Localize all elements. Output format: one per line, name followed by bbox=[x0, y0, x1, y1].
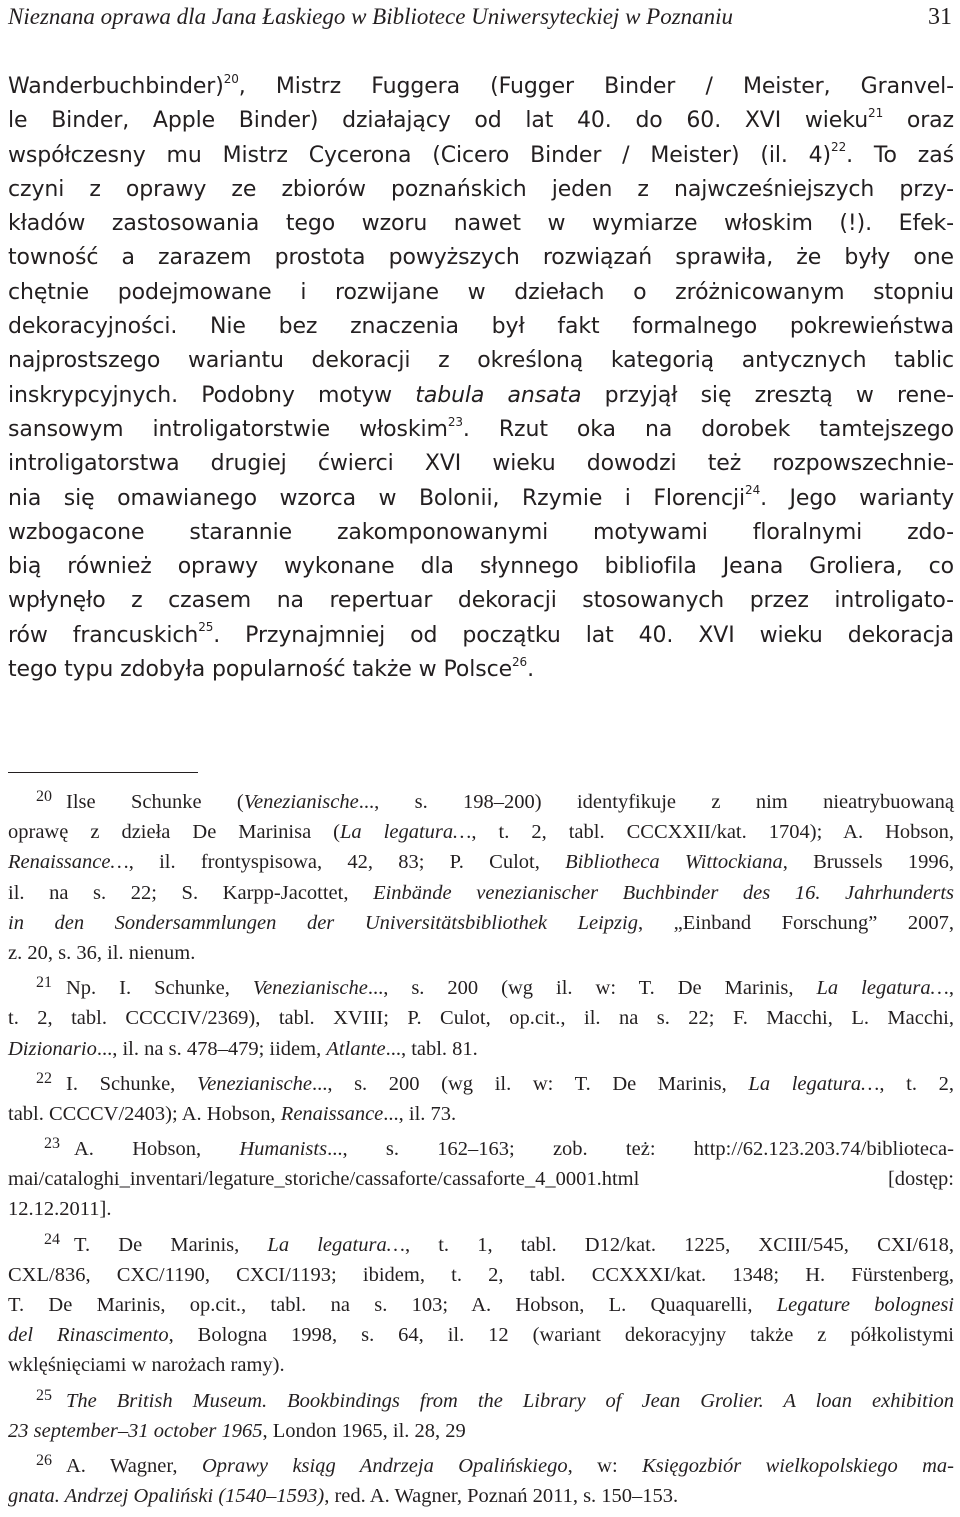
footnote-ref[interactable]: 25 bbox=[198, 620, 214, 635]
text-line bbox=[8, 653, 954, 687]
footnote-26 bbox=[8, 1451, 954, 1481]
text-line: najprostszego wariantu dekoracji z określoną kategorią antycznych tablic bbox=[8, 348, 954, 374]
footnote-ref[interactable]: 23 bbox=[447, 414, 463, 429]
text-segment: The British Museum. Bookbindings from the Library of Jean Grolier. A loan exhibition bbox=[66, 1389, 954, 1412]
text-segment: przyjął się zresztą w rene- bbox=[581, 382, 954, 408]
text-segment: T. De Marinis, bbox=[74, 1233, 268, 1256]
text-segment: La legatura… bbox=[816, 977, 949, 1000]
text-segment: ..., s. 162–163; zob. też: http://62.123.203.74/biblioteca- bbox=[327, 1138, 954, 1161]
text-line: kładów zastosowania tego wzoru nawet w wymiarze włoskim (!). Efek- bbox=[8, 211, 954, 237]
footnote-line: CXL/836, CXC/1190, CXCI/1193; ibidem, t. 2, tabl. CCXXXI/kat. 1348; H. Fürstenberg, bbox=[8, 1263, 954, 1286]
footnote-ref[interactable]: 20 bbox=[223, 71, 239, 86]
text-segment: ..., il. 73. bbox=[383, 1102, 457, 1125]
text-segment: I. Schunke, bbox=[66, 1072, 197, 1095]
footnote-line: 12.12.2011]. bbox=[8, 1198, 112, 1221]
footnote-23 bbox=[8, 1134, 954, 1164]
text-segment: , London 1965, il. 28, 29 bbox=[262, 1419, 466, 1442]
footnote-number: 25 bbox=[36, 1386, 52, 1404]
main-text bbox=[8, 70, 954, 687]
text-line: bią również oprawy wykonane dla słynnego bibliofila Jeana Groliera, co bbox=[8, 554, 954, 580]
text-segment: Atlante bbox=[326, 1037, 386, 1060]
text-segment: Oprawy ksiąg Andrzeja Opalińskiego bbox=[201, 1454, 568, 1477]
footnote-line: wklęśnięciami w narożach ramy). bbox=[8, 1354, 285, 1377]
footnote-20 bbox=[8, 787, 954, 817]
text-segment: , t. 1, tabl. D12/kat. 1225, XCIII/545, CXI/618, bbox=[404, 1233, 954, 1256]
text-line: chętnie podejmowane i rozwijane w dziełach o zróżnicowanym stopniu bbox=[8, 279, 954, 305]
text-segment: Wanderbuchbinder) bbox=[8, 74, 224, 99]
text-segment: oraz bbox=[883, 108, 955, 134]
text-line: wpłynęło z czasem na repertuar dekoracji stosowanych przez introligato- bbox=[8, 588, 954, 614]
text-segment: , t. 2, bbox=[879, 1072, 954, 1095]
text-line bbox=[8, 139, 954, 173]
text-segment: ..., s. 200 (wg il. w: T. De Marinis, bbox=[311, 1072, 749, 1095]
footnote-ref[interactable]: 22 bbox=[831, 140, 847, 155]
text-segment: , w: bbox=[567, 1454, 643, 1477]
text-segment: A. Wagner, bbox=[66, 1454, 202, 1477]
text-line: dekoracyjności. Nie bez znaczenia był fakt formalnego pokrewieństwa bbox=[8, 314, 954, 340]
footnote-line bbox=[8, 847, 954, 877]
text-segment: ..., s. 200 (wg il. w: T. De Marinis, bbox=[367, 977, 817, 1000]
text-segment: , red. A. Wagner, Poznań 2011, s. 150–153. bbox=[324, 1485, 679, 1508]
text-line: czyni z oprawy ze zbiorów poznańskich jeden z najwcześniejszych przy- bbox=[8, 176, 954, 202]
text-segment: Einbände venezianischer Buchbinder des 16. Jahrhunderts bbox=[373, 881, 955, 904]
text-segment: Venezianische bbox=[196, 1072, 312, 1095]
text-line bbox=[8, 619, 954, 653]
text-segment: Renaissance bbox=[280, 1102, 384, 1125]
text-segment: le Binder, Apple Binder) działający od lat 40. do 60. XVI wieku bbox=[8, 108, 869, 134]
text-segment: współczesny mu Mistrz Cycerona (Cicero Binder / Meister) (il. 4) bbox=[8, 142, 832, 168]
text-segment: . Rzut oka na dorobek tamtejszego bbox=[462, 416, 954, 442]
footnote-separator bbox=[8, 772, 198, 773]
text-segment: sansowym introligatorstwie włoskim bbox=[8, 416, 448, 442]
text-segment: La legatura… bbox=[340, 821, 472, 844]
text-segment: , Mistrz Fuggera (Fugger Binder / Meister, Granvel- bbox=[238, 74, 954, 99]
text-segment: , Bologna 1998, s. 64, il. 12 (wariant dekoracyjny także z półkolistymi bbox=[168, 1324, 954, 1347]
text-segment: gnata. Andrzej Opaliński (1540–1593) bbox=[8, 1485, 325, 1508]
footnote-line: t. 2, tabl. CCCCIV/2369), tabl. XVIII; P. Culot, op.cit., il. na s. 22; F. Macchi, L. Macchi, bbox=[8, 1007, 954, 1030]
footnote-line bbox=[8, 1320, 954, 1350]
footnote-line bbox=[8, 1481, 954, 1511]
text-line: towność a zarazem prostota powyższych rozwiązań sprawiła, że były one bbox=[8, 245, 954, 271]
text-segment: Renaissance… bbox=[8, 851, 129, 874]
text-segment: La legatura… bbox=[748, 1072, 880, 1095]
text-segment: nia się omawianego wzorca w Bolonii, Rzymie i Florencji bbox=[8, 485, 746, 511]
footnote-ref[interactable]: 26 bbox=[512, 654, 528, 669]
text-segment: Dizionario bbox=[8, 1037, 97, 1060]
text-segment: Legature bolognesi bbox=[776, 1294, 954, 1316]
footnote-25 bbox=[8, 1386, 954, 1416]
text-line bbox=[8, 379, 954, 413]
text-segment: T. De Marinis, op.cit., tabl. na s. 103; A. Hobson, L. Quaquarelli, bbox=[8, 1294, 777, 1316]
text-segment: in den Sondersammlungen der Universitätsbibliothek Leipzig bbox=[8, 911, 638, 934]
footnote-line bbox=[8, 1290, 954, 1320]
footnote-line: z. 20, s. 36, il. nienum. bbox=[8, 941, 196, 964]
text-line bbox=[8, 104, 954, 138]
footnote-line bbox=[8, 1416, 954, 1446]
text-segment: Księgozbiór wielkopolskiego ma- bbox=[642, 1454, 955, 1477]
text-segment: , „Einband Forschung” 2007, bbox=[637, 911, 954, 934]
text-segment: del Rinascimento bbox=[8, 1324, 169, 1347]
text-segment: . bbox=[527, 657, 534, 683]
footnote-number: 22 bbox=[36, 1069, 52, 1087]
text-segment: , bbox=[948, 977, 954, 1000]
running-title: Nieznana oprawa dla Jana Łaskiego w Bibliotece Uniwersyteckiej w Poznaniu bbox=[8, 4, 734, 29]
text-segment: ..., s. 198–200) identyfikuje z nim nieatrybuowaną bbox=[358, 791, 954, 813]
text-segment: inskrypcyjnych. Podobny motyw bbox=[8, 382, 416, 408]
text-segment: Ilse Schunke ( bbox=[66, 791, 244, 813]
text-segment: il. na s. 22; S. Karpp-Jacottet, bbox=[8, 881, 374, 904]
text-line bbox=[8, 413, 954, 447]
footnote-line bbox=[8, 878, 954, 908]
text-segment: Venezianische bbox=[252, 977, 368, 1000]
text-segment: Venezianische bbox=[243, 791, 359, 813]
footnote-line bbox=[8, 817, 954, 847]
text-segment: ..., il. na s. 478–479; iidem, bbox=[96, 1037, 327, 1060]
footnote-21 bbox=[8, 973, 954, 1003]
text-segment: , t. 2, tabl. CCCXXII/kat. 1704); A. Hobson, bbox=[471, 821, 954, 844]
text-segment: , il. frontyspisowa, 42, 83; P. Culot, bbox=[128, 851, 566, 874]
text-segment: rów francuskich bbox=[8, 622, 199, 648]
running-header bbox=[8, 0, 952, 34]
page-number: 31 bbox=[928, 4, 952, 30]
text-segment: tabl. CCCCV/2403); A. Hobson, bbox=[8, 1102, 281, 1125]
footnote-number: 21 bbox=[36, 974, 52, 992]
footnote-line bbox=[8, 1099, 954, 1129]
footnote-number: 26 bbox=[36, 1451, 52, 1469]
text-line bbox=[8, 482, 954, 516]
footnote-22 bbox=[8, 1069, 954, 1099]
text-line: wzbogacone starannie zakomponowanymi motywami floralnymi zdo- bbox=[8, 519, 954, 545]
text-segment: . Przynajmniej od początku lat 40. XVI wieku dekoracja bbox=[213, 622, 954, 648]
footnote-24 bbox=[8, 1230, 954, 1260]
text-line bbox=[8, 70, 954, 104]
footnote-line: mai/cataloghi_inventari/legature_storiche/cassaforte/cassaforte_4_0001.html [dostęp: bbox=[8, 1168, 954, 1191]
text-segment: ..., tabl. 81. bbox=[385, 1037, 478, 1060]
text-segment: A. Hobson, bbox=[74, 1138, 240, 1161]
footnote-line bbox=[8, 908, 954, 938]
text-segment: oprawę z dzieła De Marinisa ( bbox=[8, 821, 341, 844]
footnote-number: 20 bbox=[36, 788, 52, 805]
text-segment: . Jego warianty bbox=[760, 485, 954, 511]
footnote-number: 24 bbox=[44, 1230, 60, 1248]
text-segment: tabula ansata bbox=[415, 382, 582, 408]
text-segment: Np. I. Schunke, bbox=[66, 977, 253, 1000]
footnote-ref[interactable]: 21 bbox=[868, 105, 884, 120]
footnote-line bbox=[8, 1034, 954, 1064]
text-segment: 23 september–31 october 1965 bbox=[8, 1419, 263, 1442]
footnote-ref[interactable]: 24 bbox=[745, 483, 761, 498]
text-segment: Humanists bbox=[239, 1138, 328, 1161]
footnote-number: 23 bbox=[44, 1135, 60, 1153]
text-segment: tego typu zdobyła popularność także w Polsce bbox=[8, 657, 513, 683]
footnotes bbox=[8, 787, 954, 1511]
text-segment: , Brussels 1996, bbox=[782, 851, 954, 874]
text-segment: Bibliotheca Wittockiana bbox=[565, 851, 783, 874]
text-segment: La legatura… bbox=[267, 1233, 405, 1256]
text-line: introligatorstwa drugiej ćwierci XVI wieku dowodzi też rozpowszechnie- bbox=[8, 451, 954, 477]
text-segment: . To zaś bbox=[846, 142, 954, 168]
